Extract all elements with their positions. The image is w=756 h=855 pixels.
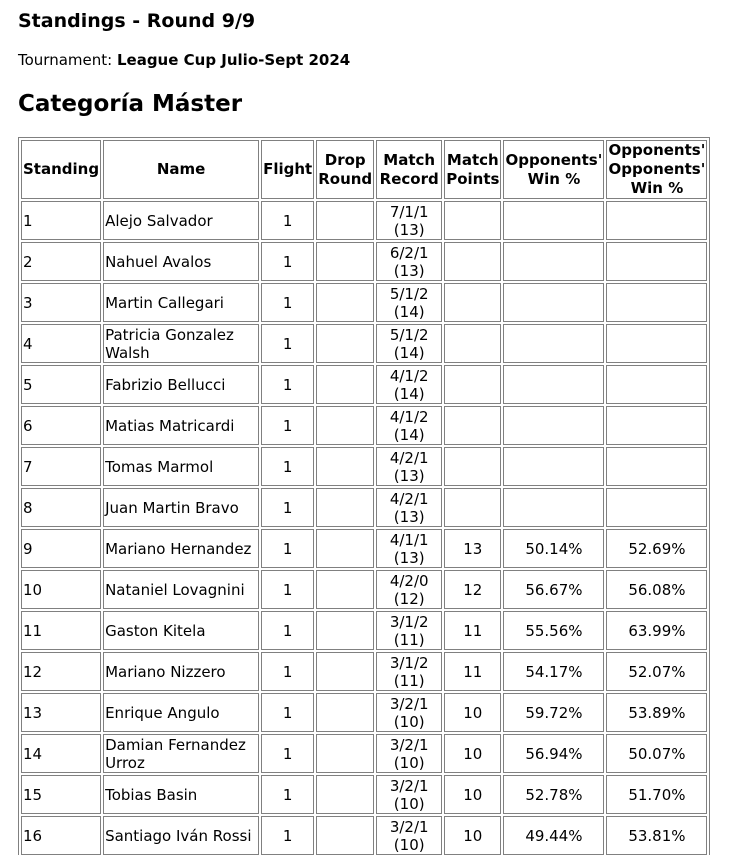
match-record-cell: 4/2/1 (13)	[376, 447, 442, 486]
match-points-cell: 11	[444, 611, 501, 650]
drop-round-cell	[316, 488, 374, 527]
column-header-opponents-win: Opponents' Win %	[503, 140, 604, 199]
match-record-cell: 4/2/0 (12)	[376, 570, 442, 609]
match-record-cell: 4/1/2 (14)	[376, 365, 442, 404]
opponents-opponents-win-cell	[606, 283, 707, 322]
match-points-cell: 12	[444, 570, 501, 609]
table-row	[21, 201, 707, 240]
opponents-opponents-win-cell: 52.69%	[606, 529, 707, 568]
match-points-cell	[444, 324, 501, 363]
match-points-cell	[444, 488, 501, 527]
match-points-cell: 10	[444, 775, 501, 814]
column-header-match-points: Match Points	[444, 140, 501, 199]
flight-cell: 1	[261, 529, 314, 568]
match-points-cell: 10	[444, 734, 501, 773]
standings-table	[18, 137, 710, 855]
match-record-cell: 5/1/2 (14)	[376, 283, 442, 322]
match-points-cell	[444, 447, 501, 486]
flight-cell: 1	[261, 242, 314, 281]
flight-cell: 1	[261, 365, 314, 404]
opponents-win-cell: 52.78%	[503, 775, 604, 814]
player-name-cell: Tomas Marmol	[103, 447, 259, 486]
table-row	[21, 775, 707, 814]
match-points-cell	[444, 365, 501, 404]
flight-cell: 1	[261, 324, 314, 363]
drop-round-cell	[316, 529, 374, 568]
table-row	[21, 652, 707, 691]
player-name-cell: Alejo Salvador	[103, 201, 259, 240]
table-row	[21, 611, 707, 650]
match-points-cell	[444, 283, 501, 322]
opponents-opponents-win-cell	[606, 406, 707, 445]
standing-cell: 11	[21, 611, 101, 650]
standing-cell: 12	[21, 652, 101, 691]
match-points-cell	[444, 406, 501, 445]
page-title: Standings - Round 9/9	[18, 10, 256, 32]
standing-cell: 8	[21, 488, 101, 527]
match-record-cell: 5/1/2 (14)	[376, 324, 442, 363]
flight-cell: 1	[261, 283, 314, 322]
table-row	[21, 365, 707, 404]
flight-cell: 1	[261, 447, 314, 486]
table-row	[21, 529, 707, 568]
player-name-cell: Juan Martin Bravo	[103, 488, 259, 527]
flight-cell: 1	[261, 488, 314, 527]
match-record-cell: 6/2/1 (13)	[376, 242, 442, 281]
player-name-cell: Nahuel Avalos	[103, 242, 259, 281]
match-record-cell: 7/1/1 (13)	[376, 201, 442, 240]
opponents-win-cell: 56.67%	[503, 570, 604, 609]
flight-cell: 1	[261, 570, 314, 609]
player-name-cell: Matias Matricardi	[103, 406, 259, 445]
table-row	[21, 324, 707, 363]
player-name-cell: Damian Fernandez Urroz	[103, 734, 259, 773]
player-name-cell: Martin Callegari	[103, 283, 259, 322]
opponents-opponents-win-cell: 51.70%	[606, 775, 707, 814]
match-record-cell: 4/1/1 (13)	[376, 529, 442, 568]
standing-cell: 9	[21, 529, 101, 568]
column-header-standing: Standing	[21, 140, 101, 199]
opponents-win-cell: 56.94%	[503, 734, 604, 773]
opponents-opponents-win-cell	[606, 488, 707, 527]
standing-cell: 7	[21, 447, 101, 486]
standings-table-body	[21, 201, 707, 855]
opponents-win-cell: 55.56%	[503, 611, 604, 650]
opponents-opponents-win-cell: 63.99%	[606, 611, 707, 650]
table-row	[21, 693, 707, 732]
match-points-cell	[444, 201, 501, 240]
player-name-cell: Nataniel Lovagnini	[103, 570, 259, 609]
match-points-cell: 10	[444, 693, 501, 732]
drop-round-cell	[316, 775, 374, 814]
table-row	[21, 488, 707, 527]
opponents-win-cell: 59.72%	[503, 693, 604, 732]
opponents-opponents-win-cell	[606, 447, 707, 486]
match-record-cell: 3/2/1 (10)	[376, 775, 442, 814]
match-record-cell: 3/2/1 (10)	[376, 734, 442, 773]
standing-cell: 13	[21, 693, 101, 732]
standing-cell: 4	[21, 324, 101, 363]
player-name-cell: Santiago Iván Rossi	[103, 816, 259, 855]
opponents-opponents-win-cell	[606, 324, 707, 363]
standing-cell: 16	[21, 816, 101, 855]
opponents-win-cell	[503, 201, 604, 240]
drop-round-cell	[316, 324, 374, 363]
match-record-cell: 3/2/1 (10)	[376, 693, 442, 732]
table-row	[21, 816, 707, 855]
flight-cell: 1	[261, 652, 314, 691]
opponents-opponents-win-cell	[606, 365, 707, 404]
table-row	[21, 447, 707, 486]
flight-cell: 1	[261, 201, 314, 240]
drop-round-cell	[316, 406, 374, 445]
table-row	[21, 570, 707, 609]
opponents-win-cell	[503, 283, 604, 322]
column-header-flight: Flight	[261, 140, 314, 199]
opponents-opponents-win-cell	[606, 201, 707, 240]
flight-cell: 1	[261, 406, 314, 445]
player-name-cell: Mariano Hernandez	[103, 529, 259, 568]
opponents-opponents-win-cell: 53.89%	[606, 693, 707, 732]
match-points-cell: 13	[444, 529, 501, 568]
drop-round-cell	[316, 242, 374, 281]
flight-cell: 1	[261, 816, 314, 855]
drop-round-cell	[316, 816, 374, 855]
category-heading: Categoría Máster	[18, 91, 243, 117]
flight-cell: 1	[261, 775, 314, 814]
drop-round-cell	[316, 283, 374, 322]
table-row	[21, 406, 707, 445]
match-record-cell: 4/1/2 (14)	[376, 406, 442, 445]
player-name-cell: Mariano Nizzero	[103, 652, 259, 691]
opponents-win-cell: 54.17%	[503, 652, 604, 691]
match-record-cell: 4/2/1 (13)	[376, 488, 442, 527]
opponents-win-cell	[503, 242, 604, 281]
match-record-cell: 3/1/2 (11)	[376, 652, 442, 691]
tournament-line	[18, 49, 350, 71]
player-name-cell: Gaston Kitela	[103, 611, 259, 650]
match-points-cell: 11	[444, 652, 501, 691]
opponents-win-cell: 50.14%	[503, 529, 604, 568]
opponents-win-cell	[503, 447, 604, 486]
column-header-name: Name	[103, 140, 259, 199]
match-record-cell: 3/1/2 (11)	[376, 611, 442, 650]
drop-round-cell	[316, 611, 374, 650]
drop-round-cell	[316, 734, 374, 773]
player-name-cell: Tobias Basin	[103, 775, 259, 814]
table-row	[21, 242, 707, 281]
match-points-cell	[444, 242, 501, 281]
player-name-cell: Patricia Gonzalez Walsh	[103, 324, 259, 363]
drop-round-cell	[316, 365, 374, 404]
opponents-opponents-win-cell: 52.07%	[606, 652, 707, 691]
match-record-cell: 3/2/1 (10)	[376, 816, 442, 855]
standing-cell: 10	[21, 570, 101, 609]
table-row	[21, 283, 707, 322]
opponents-win-cell	[503, 365, 604, 404]
standing-cell: 1	[21, 201, 101, 240]
opponents-opponents-win-cell: 50.07%	[606, 734, 707, 773]
opponents-opponents-win-cell: 53.81%	[606, 816, 707, 855]
opponents-win-cell	[503, 488, 604, 527]
match-points-cell: 10	[444, 816, 501, 855]
column-header-opponents-opponents-win: Opponents' Opponents' Win %	[606, 140, 707, 199]
flight-cell: 1	[261, 611, 314, 650]
column-header-match-record: Match Record	[376, 140, 442, 199]
opponents-opponents-win-cell: 56.08%	[606, 570, 707, 609]
opponents-win-cell: 49.44%	[503, 816, 604, 855]
flight-cell: 1	[261, 734, 314, 773]
drop-round-cell	[316, 201, 374, 240]
drop-round-cell	[316, 652, 374, 691]
drop-round-cell	[316, 570, 374, 609]
standing-cell: 2	[21, 242, 101, 281]
tournament-label: Tournament:	[18, 51, 113, 69]
drop-round-cell	[316, 693, 374, 732]
standing-cell: 15	[21, 775, 101, 814]
table-row	[21, 734, 707, 773]
column-header-drop-round: Drop Round	[316, 140, 374, 199]
table-header-row	[21, 140, 707, 199]
standing-cell: 3	[21, 283, 101, 322]
opponents-win-cell	[503, 324, 604, 363]
standing-cell: 6	[21, 406, 101, 445]
opponents-win-cell	[503, 406, 604, 445]
flight-cell: 1	[261, 693, 314, 732]
standing-cell: 5	[21, 365, 101, 404]
opponents-opponents-win-cell	[606, 242, 707, 281]
player-name-cell: Fabrizio Bellucci	[103, 365, 259, 404]
player-name-cell: Enrique Angulo	[103, 693, 259, 732]
drop-round-cell	[316, 447, 374, 486]
tournament-name: League Cup Julio-Sept 2024	[116, 51, 351, 69]
standing-cell: 14	[21, 734, 101, 773]
